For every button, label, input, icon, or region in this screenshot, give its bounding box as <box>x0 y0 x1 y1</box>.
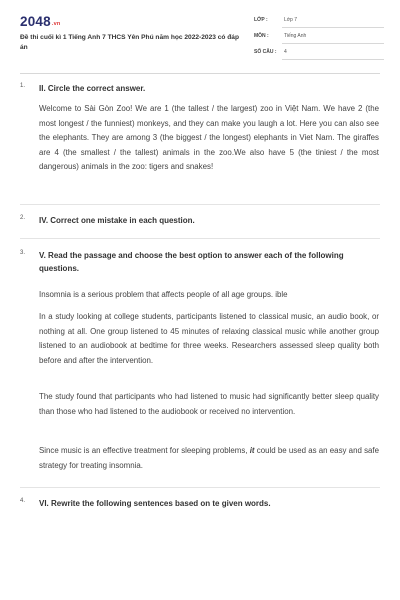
meta-question-count <box>254 46 384 60</box>
passage-paragraph-3: The study found that participants who had listened to music had significantly better sleep quality than those who had listened to the audiobook or received no intervention. <box>39 392 379 416</box>
question-number: 2. <box>20 215 26 221</box>
meta-count-label: SỐ CÂU : <box>254 49 277 55</box>
page-header <box>0 0 400 70</box>
meta-class-value: Lớp 7 <box>284 17 298 23</box>
meta-underline <box>282 59 384 60</box>
question-separator <box>20 204 380 205</box>
meta-count-value: 4 <box>284 49 287 55</box>
question-1-passage: Welcome to Sài Gòn Zoo! We are 1 (the tallest / the largest) zoo in Việt Nam. We have 2 (the most longest / the funniest) monkeys, and they can make you laugh a lot. Here you can also see the elephants. They are among 3 (the biggest / the longest) elephants in Viet Nam. The giraffes are 4 (the smallest / the tallest) animals in the zoo.We also have 5 (the tiniest / the most dangerous) animals in the zoo: tigers and snakes! <box>39 104 379 171</box>
emphasized-pronoun: it <box>249 446 255 455</box>
meta-underline <box>282 43 384 44</box>
question-separator <box>20 487 380 488</box>
meta-class-label: LỚP : <box>254 17 268 23</box>
meta-underline <box>282 27 384 28</box>
header-divider <box>20 73 380 74</box>
meta-subject-value: Tiếng Anh <box>284 33 307 39</box>
meta-class <box>254 14 384 28</box>
question-number: 3. <box>20 250 26 256</box>
passage-paragraph-2: In a study looking at college students, participants listened to classical music, an audio book, or nothing at all. One group listened to 45 minutes of relaxing classical music while another group listened to an audiobook at bedtime for three weeks. Researchers assessed sleep quality both before and after the intervention. <box>39 312 379 365</box>
question-heading: V. Read the passage and choose the best option to answer each of the following questions. <box>39 251 344 273</box>
document-title: Đề thi cuối kì 1 Tiếng Anh 7 THCS Yên Phú năm học 2022-2023 có đáp án <box>20 34 239 51</box>
passage-paragraph-4: Since music is an effective treatment for sleeping problems, it could be used as an easy and safe strategy for treating insomnia. <box>39 446 379 470</box>
question-number: 1. <box>20 83 26 89</box>
meta-subject <box>254 30 384 44</box>
meta-subject-label: MÔN : <box>254 33 269 39</box>
question-heading: II. Circle the correct answer. <box>39 84 146 93</box>
question-separator <box>20 238 380 239</box>
question-number: 4. <box>20 498 26 504</box>
question-heading: IV. Correct one mistake in each question. <box>39 216 195 225</box>
question-heading: VI. Rewrite the following sentences based on te given words. <box>39 499 271 508</box>
site-logo[interactable]: 2048.vn <box>20 14 61 29</box>
passage-paragraph-1: Insomnia is a serious problem that affects people of all age groups. ible <box>39 290 288 299</box>
